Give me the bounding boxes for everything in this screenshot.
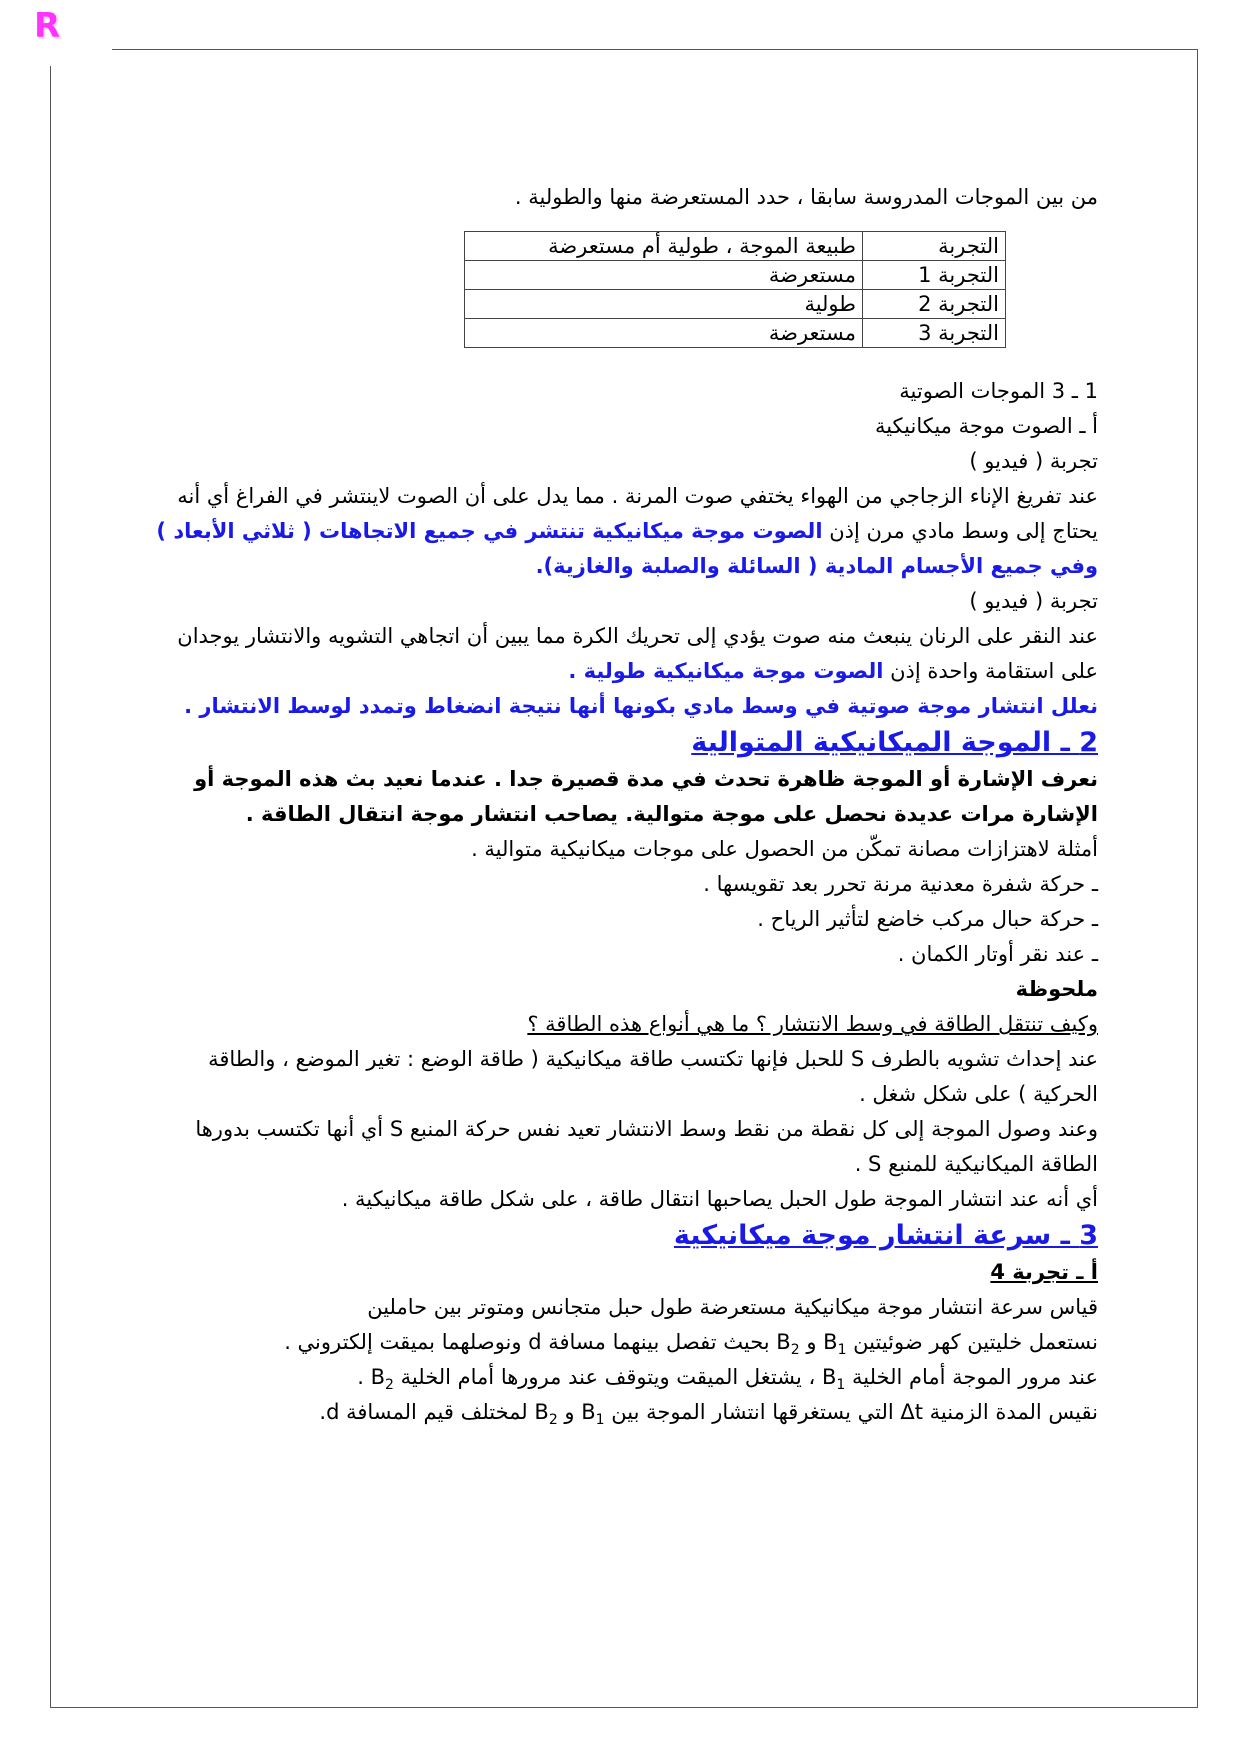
- table-cell: التجربة 1: [863, 261, 1006, 290]
- subscript: 1: [837, 1342, 847, 1359]
- line-text: بحيث تفصل بينهما مسافة d ونوصلهما بميقت إلكتروني .: [284, 1330, 777, 1354]
- note-paragraph-2: وعند وصول الموجة إلى كل نقطة من نقط وسط الانتشار تعيد نفس حركة المنبع S أي أنها تكتسب بدورها الطاقة الميكانيكية للمنبع S .: [195, 1117, 1098, 1176]
- line-text: نقيس المدة الزمنية Δt التي يستغرقها انتشار الموجة بين B: [581, 1400, 1098, 1424]
- note-paragraph-1: عند إحداث تشويه بالطرف S للحبل فإنها تكتسب طاقة ميكانيكية ( طاقة الوضع : تغير الموضع ، والطاقة الحركية ) على شكل شغل .: [208, 1047, 1098, 1106]
- table-cell: التجربة 2: [863, 290, 1006, 319]
- table-row: [465, 290, 1006, 319]
- table-cell: التجربة 3: [863, 319, 1006, 348]
- experiment-4-line-1: قياس سرعة انتشار موجة ميكانيكية مستعرضة طول حبل متجانس ومتوتر بين حاملين: [367, 1295, 1098, 1319]
- line-text: .: [357, 1365, 371, 1389]
- sound-explanation: نعلل انتشار موجة صوتية في وسط مادي بكونها أنها نتيجة انضغاط وتمدد لوسط الانتشار .: [184, 694, 1098, 718]
- experiment-4-line-3: [150, 1360, 1098, 1395]
- wave-definition: نعرف الإشارة أو الموجة ظاهرة تحدث في مدة قصيرة جدا . عندما نعيد بث هذه الموجة أو الإشارة مرات عديدة نحصل على موجة متوالية. يصاحب انتشار موجة انتقال الطاقة .: [194, 767, 1098, 826]
- experiment-2-conclusion: الصوت موجة ميكانيكية طولية .: [568, 659, 884, 683]
- table-cell: مستعرضة: [465, 261, 863, 290]
- experiment-4-line-4: [150, 1395, 1098, 1430]
- list-item: ـ عند نقر أوتار الكمان .: [897, 942, 1098, 966]
- experiment-1-conclusion: الصوت موجة ميكانيكية تنتشر في جميع الاتجاهات ( ثلاثي الأبعاد ) وفي جميع الأجسام المادية ( السائلة والصلبة والغازية).: [156, 519, 1098, 578]
- table-header-row: [465, 232, 1006, 261]
- table-row: [465, 261, 1006, 290]
- table-header-cell: طبيعة الموجة ، طولية أم مستعرضة: [465, 232, 863, 261]
- subsection-a-title: أ ـ الصوت موجة ميكانيكية: [874, 414, 1098, 438]
- section-3-heading: 3 ـ سرعة انتشار موجة ميكانيكية: [673, 1220, 1098, 1251]
- experiment-1-text: عند تفريغ الإناء الزجاجي من الهواء يختفي صوت المرنة . مما يدل على أن الصوت لاينتشر في الفراغ أي أنه يحتاج إلى وسط مادي مرن إذن: [177, 484, 1098, 543]
- note-question: وكيف تنتقل الطاقة في وسط الانتشار ؟ ما هي أنواع هذه الطاقة ؟: [527, 1012, 1098, 1036]
- experiments-table: [464, 231, 1006, 348]
- section-1-3-title: 1 ـ 3 الموجات الصوتية: [899, 379, 1098, 403]
- line-text: و B: [534, 1400, 582, 1424]
- line-text: لمختلف قيم المسافة d.: [319, 1400, 535, 1424]
- table-cell: طولية: [465, 290, 863, 319]
- experiment-2-text: عند النقر على الرنان ينبعث منه صوت يؤدي إلى تحريك الكرة مما يبين أن اتجاهي التشويه والانتشار يوجدان على استقامة واحدة إذن: [177, 624, 1098, 683]
- experiment-1-paragraph: [150, 479, 1098, 584]
- section-2-heading: 2 ـ الموجة الميكانيكية المتوالية: [691, 727, 1098, 758]
- subscript: 2: [385, 1377, 394, 1394]
- examples-intro: أمثلة لاهتزازات مصانة تمكّن من الحصول على موجات ميكانيكية متوالية .: [471, 837, 1098, 861]
- experiment-2-paragraph: [150, 619, 1098, 689]
- subscript: 1: [595, 1412, 605, 1429]
- document-body: [150, 180, 1098, 1430]
- page-border-right: [1197, 49, 1198, 1708]
- experiment-4-line-2: [150, 1325, 1098, 1360]
- page-border-left: [50, 66, 51, 1708]
- page-border-top: [112, 49, 1198, 50]
- page-border-bottom: [50, 1707, 1198, 1708]
- note-paragraph-3: أي أنه عند انتشار الموجة طول الحبل يصاحبها انتقال طاقة ، على شكل طاقة ميكانيكية .: [341, 1187, 1098, 1211]
- list-item: ـ حركة شفرة معدنية مرنة تحرر بعد تقويسها .: [703, 872, 1098, 896]
- table-header-cell: التجربة: [863, 232, 1006, 261]
- line-text: نستعمل خليتين كهر ضوئيتين B: [823, 1330, 1098, 1354]
- experiment-1-label: تجربة ( فيديو ): [969, 449, 1098, 473]
- experiment-4-title: أ ـ تجربة 4: [990, 1260, 1098, 1284]
- list-item: ـ حركة حبال مركب خاضع لتأثير الرياح .: [757, 907, 1098, 931]
- spacer: [150, 348, 1098, 374]
- table-cell: مستعرضة: [465, 319, 863, 348]
- subscript: 2: [790, 1342, 800, 1359]
- intro-question: من بين الموجات المدروسة سابقا ، حدد المستعرضة منها والطولية .: [514, 185, 1098, 209]
- brand-logo: R: [34, 6, 61, 46]
- table-row: [465, 319, 1006, 348]
- line-text: ، يشتغل الميقت ويتوقف عند مرورها أمام الخلية B: [370, 1365, 822, 1389]
- subscript: 1: [836, 1377, 846, 1394]
- line-text: و B: [776, 1330, 824, 1354]
- note-label: ملحوظة: [1015, 977, 1098, 1001]
- line-text: عند مرور الموجة أمام الخلية B: [821, 1365, 1098, 1389]
- experiment-2-label: تجربة ( فيديو ): [969, 589, 1098, 613]
- subscript: 2: [548, 1412, 558, 1429]
